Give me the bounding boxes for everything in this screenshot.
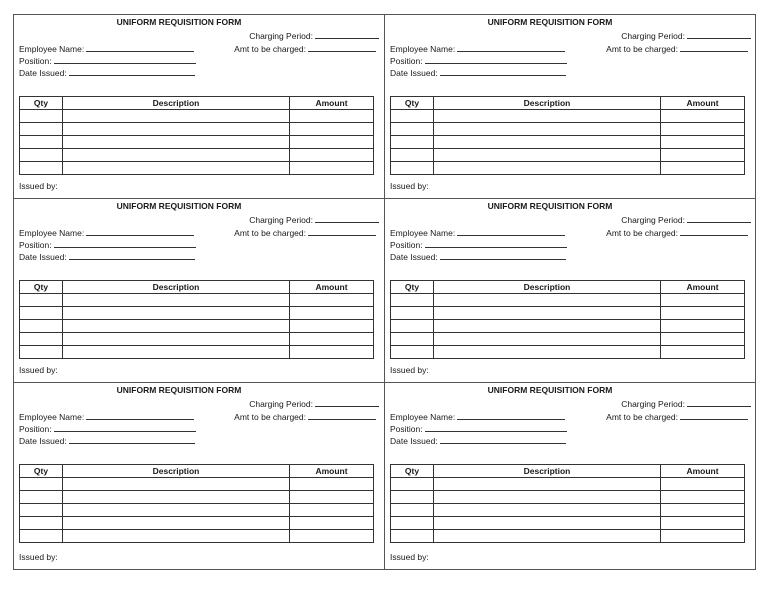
charging-period-label: Charging Period: [621,399,685,409]
amount-charged-label: Amt to be charged: [606,44,678,54]
date-issued-label: Date Issued: [390,68,438,78]
amount-cell[interactable] [661,123,745,136]
table-row [391,320,745,333]
items-table [19,96,374,175]
qty-cell[interactable] [391,136,434,149]
description-cell[interactable] [434,320,661,333]
amount-charged-label: Amt to be charged: [234,228,306,238]
amount-cell[interactable] [661,491,745,504]
requisition-sheet [13,14,756,570]
amount-cell[interactable] [661,517,745,530]
uniform-requisition-form [14,383,385,569]
amount-cell[interactable] [661,162,745,175]
issued-by-label: Issued by: [19,181,58,191]
amount-cell[interactable] [661,307,745,320]
table-row [20,333,374,346]
form-title: UNIFORM REQUISITION FORM [487,17,613,27]
items-header-row [391,281,745,294]
table-row [391,333,745,346]
amount-column-header: Amount [661,465,745,478]
charging-period-line [249,213,379,226]
description-cell[interactable] [63,123,290,136]
date-issued-line [19,434,195,447]
description-cell[interactable] [63,294,290,307]
position-field[interactable] [425,238,567,248]
table-row [20,149,374,162]
amount-column-header: Amount [290,97,374,110]
table-row [20,491,374,504]
qty-cell[interactable] [20,517,63,530]
qty-cell[interactable] [391,517,434,530]
items-header-row [391,97,745,110]
amount-charged-field[interactable] [680,226,748,236]
charging-period-label: Charging Period: [621,215,685,225]
table-row [20,294,374,307]
qty-cell[interactable] [391,320,434,333]
amount-charged-label: Amt to be charged: [606,412,678,422]
uniform-requisition-form [385,15,756,199]
description-column-header: Description [63,97,290,110]
amount-column-header: Amount [290,465,374,478]
amount-cell[interactable] [290,491,374,504]
amount-cell[interactable] [290,517,374,530]
table-row [20,307,374,320]
amount-charged-field[interactable] [308,42,376,52]
charging-period-field[interactable] [315,29,379,39]
description-column-header: Description [434,97,661,110]
qty-cell[interactable] [20,110,63,123]
qty-cell[interactable] [391,149,434,162]
description-cell[interactable] [63,320,290,333]
qty-cell[interactable] [20,307,63,320]
employee-name-field[interactable] [86,42,194,52]
qty-cell[interactable] [20,320,63,333]
employee-name-label: Employee Name: [390,228,456,238]
issued-by-line [19,181,58,192]
charging-period-label: Charging Period: [249,399,313,409]
employee-name-field[interactable] [457,226,565,236]
description-cell[interactable] [63,162,290,175]
amount-column-header: Amount [661,97,745,110]
amount-cell[interactable] [290,333,374,346]
qty-column-header: Qty [20,281,63,294]
description-cell[interactable] [434,491,661,504]
employee-name-label: Employee Name: [19,44,85,54]
qty-cell[interactable] [20,149,63,162]
date-issued-field[interactable] [69,66,195,76]
amount-cell[interactable] [290,530,374,543]
employee-name-field[interactable] [86,226,194,236]
position-label: Position: [390,240,423,250]
charging-period-label: Charging Period: [621,31,685,41]
position-label: Position: [390,56,423,66]
description-cell[interactable] [434,136,661,149]
amount-charged-line [606,226,748,239]
employee-name-label: Employee Name: [19,412,85,422]
table-row [20,504,374,517]
qty-cell[interactable] [20,123,63,136]
amount-cell[interactable] [290,346,374,359]
description-cell[interactable] [63,136,290,149]
employee-name-label: Employee Name: [19,228,85,238]
amount-cell[interactable] [661,346,745,359]
description-cell[interactable] [434,504,661,517]
description-cell[interactable] [63,517,290,530]
position-label: Position: [19,240,52,250]
issued-by-label: Issued by: [390,181,429,191]
employee-name-label: Employee Name: [390,44,456,54]
description-cell[interactable] [63,149,290,162]
items-header-row [20,97,374,110]
table-row [20,478,374,491]
form-title: UNIFORM REQUISITION FORM [116,201,242,211]
table-row [391,530,745,543]
uniform-requisition-form [14,199,385,383]
table-row [391,504,745,517]
amount-cell[interactable] [290,110,374,123]
form-title: UNIFORM REQUISITION FORM [116,385,242,395]
items-header-row [391,465,745,478]
qty-cell[interactable] [20,136,63,149]
date-issued-line [390,66,566,79]
description-cell[interactable] [434,294,661,307]
amount-cell[interactable] [661,478,745,491]
charging-period-field[interactable] [687,29,751,39]
table-row [20,346,374,359]
uniform-requisition-form [14,15,385,199]
charging-period-line [249,397,379,410]
description-column-header: Description [63,281,290,294]
issued-by-line [19,365,58,376]
employee-name-field[interactable] [457,410,565,420]
date-issued-label: Date Issued: [19,252,67,262]
items-header-row [20,281,374,294]
amount-charged-label: Amt to be charged: [234,44,306,54]
table-row [20,162,374,175]
qty-cell[interactable] [391,478,434,491]
description-cell[interactable] [63,307,290,320]
table-row [391,346,745,359]
amount-cell[interactable] [290,320,374,333]
qty-column-header: Qty [20,465,63,478]
items-table [390,464,745,543]
qty-column-header: Qty [391,465,434,478]
amount-cell[interactable] [290,307,374,320]
description-cell[interactable] [63,478,290,491]
amount-charged-field[interactable] [680,42,748,52]
qty-cell[interactable] [20,294,63,307]
amount-cell[interactable] [290,123,374,136]
qty-cell[interactable] [391,110,434,123]
description-column-header: Description [434,281,661,294]
amount-cell[interactable] [661,149,745,162]
employee-name-field[interactable] [457,42,565,52]
charging-period-field[interactable] [687,213,751,223]
description-cell[interactable] [434,123,661,136]
date-issued-label: Date Issued: [390,436,438,446]
charging-period-line [621,29,751,42]
table-row [391,110,745,123]
position-label: Position: [19,424,52,434]
qty-column-header: Qty [20,97,63,110]
amount-charged-line [234,226,376,239]
amount-cell[interactable] [661,136,745,149]
table-row [20,320,374,333]
amount-cell[interactable] [661,294,745,307]
amount-charged-field[interactable] [308,410,376,420]
employee-name-field[interactable] [86,410,194,420]
amount-cell[interactable] [290,478,374,491]
amount-cell[interactable] [290,149,374,162]
date-issued-field[interactable] [440,434,566,444]
charging-period-field[interactable] [687,397,751,407]
issued-by-line [390,552,429,563]
qty-cell[interactable] [20,333,63,346]
issued-by-line [390,181,429,192]
position-field[interactable] [54,422,196,432]
amount-cell[interactable] [290,294,374,307]
issued-by-label: Issued by: [19,552,58,562]
qty-cell[interactable] [20,162,63,175]
items-table [19,280,374,359]
table-row [391,517,745,530]
date-issued-field[interactable] [440,66,566,76]
table-row [391,123,745,136]
amount-cell[interactable] [661,504,745,517]
charging-period-label: Charging Period: [249,31,313,41]
qty-cell[interactable] [391,530,434,543]
date-issued-field[interactable] [69,434,195,444]
date-issued-label: Date Issued: [390,252,438,262]
table-row [20,110,374,123]
amount-cell[interactable] [661,333,745,346]
table-row [391,307,745,320]
position-field[interactable] [425,422,567,432]
table-row [391,294,745,307]
description-cell[interactable] [434,307,661,320]
items-table [390,280,745,359]
description-cell[interactable] [63,333,290,346]
table-row [20,136,374,149]
date-issued-line [390,250,566,263]
description-column-header: Description [63,465,290,478]
date-issued-line [390,434,566,447]
charging-period-line [621,397,751,410]
charging-period-label: Charging Period: [249,215,313,225]
description-cell[interactable] [63,491,290,504]
issued-by-label: Issued by: [390,365,429,375]
table-row [391,136,745,149]
qty-cell[interactable] [391,333,434,346]
table-row [391,478,745,491]
items-table [390,96,745,175]
amount-charged-label: Amt to be charged: [606,228,678,238]
qty-cell[interactable] [20,491,63,504]
qty-cell[interactable] [20,530,63,543]
uniform-requisition-form [385,383,756,569]
amount-charged-label: Amt to be charged: [234,412,306,422]
amount-charged-line [606,42,748,55]
qty-cell[interactable] [391,162,434,175]
qty-cell[interactable] [391,294,434,307]
issued-by-line [19,552,58,563]
qty-cell[interactable] [20,504,63,517]
qty-cell[interactable] [391,346,434,359]
date-issued-label: Date Issued: [19,436,67,446]
description-cell[interactable] [434,110,661,123]
amount-charged-line [234,410,376,423]
description-cell[interactable] [434,333,661,346]
description-cell[interactable] [63,504,290,517]
qty-cell[interactable] [391,307,434,320]
table-row [391,162,745,175]
amount-cell[interactable] [661,110,745,123]
issued-by-label: Issued by: [19,365,58,375]
amount-column-header: Amount [661,281,745,294]
form-title: UNIFORM REQUISITION FORM [487,201,613,211]
table-row [391,149,745,162]
date-issued-line [19,250,195,263]
table-row [20,530,374,543]
charging-period-line [621,213,751,226]
charging-period-field[interactable] [315,213,379,223]
items-table [19,464,374,543]
uniform-requisition-form [385,199,756,383]
amount-cell[interactable] [661,320,745,333]
qty-cell[interactable] [20,346,63,359]
description-column-header: Description [434,465,661,478]
position-field[interactable] [54,238,196,248]
table-row [20,123,374,136]
table-row [20,517,374,530]
amount-cell[interactable] [290,504,374,517]
amount-charged-field[interactable] [680,410,748,420]
issued-by-line [390,365,429,376]
position-field[interactable] [425,54,567,64]
employee-name-label: Employee Name: [390,412,456,422]
amount-charged-line [234,42,376,55]
description-cell[interactable] [63,346,290,359]
position-label: Position: [19,56,52,66]
qty-cell[interactable] [20,478,63,491]
amount-cell[interactable] [290,136,374,149]
description-cell[interactable] [434,149,661,162]
amount-charged-line [606,410,748,423]
amount-column-header: Amount [290,281,374,294]
description-cell[interactable] [434,530,661,543]
table-row [391,491,745,504]
amount-cell[interactable] [290,162,374,175]
form-title: UNIFORM REQUISITION FORM [116,17,242,27]
issued-by-label: Issued by: [390,552,429,562]
description-cell[interactable] [63,530,290,543]
qty-cell[interactable] [391,504,434,517]
date-issued-line [19,66,195,79]
qty-cell[interactable] [391,123,434,136]
date-issued-label: Date Issued: [19,68,67,78]
qty-column-header: Qty [391,281,434,294]
description-cell[interactable] [63,110,290,123]
items-header-row [20,465,374,478]
amount-charged-field[interactable] [308,226,376,236]
qty-column-header: Qty [391,97,434,110]
charging-period-line [249,29,379,42]
description-cell[interactable] [434,162,661,175]
amount-cell[interactable] [661,530,745,543]
position-field[interactable] [54,54,196,64]
date-issued-field[interactable] [69,250,195,260]
description-cell[interactable] [434,517,661,530]
date-issued-field[interactable] [440,250,566,260]
description-cell[interactable] [434,478,661,491]
qty-cell[interactable] [391,491,434,504]
form-title: UNIFORM REQUISITION FORM [487,385,613,395]
position-label: Position: [390,424,423,434]
description-cell[interactable] [434,346,661,359]
charging-period-field[interactable] [315,397,379,407]
